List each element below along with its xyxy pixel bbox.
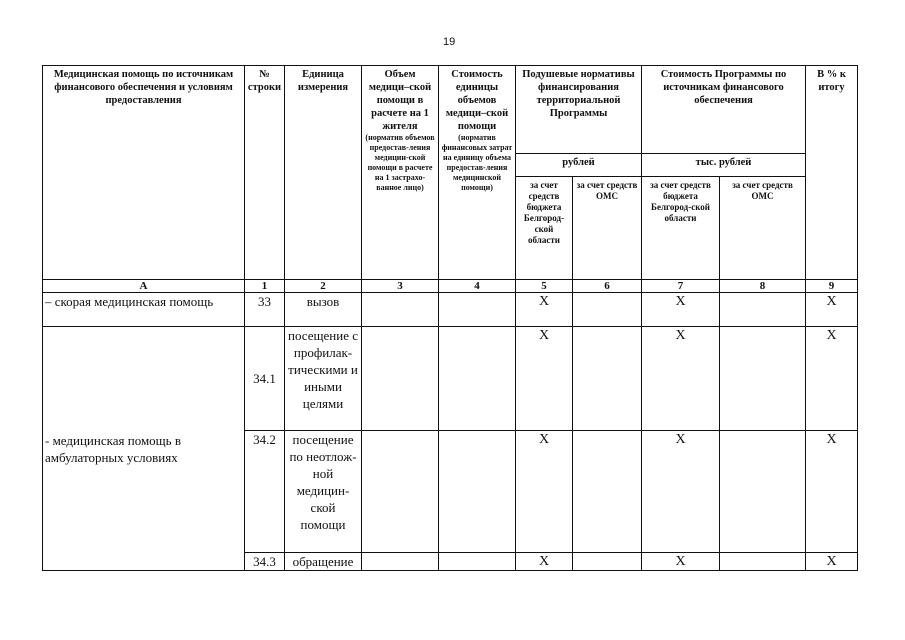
header-oms-2: за счет средств ОМС bbox=[720, 177, 806, 280]
col-number: 3 bbox=[362, 280, 439, 293]
cell-empty bbox=[439, 293, 516, 327]
cell-x: Х bbox=[806, 293, 858, 327]
cell-x: Х bbox=[806, 553, 858, 571]
header-program-cost: Стоимость Программы по источникам финансового обеспечения bbox=[642, 66, 806, 154]
cell-empty bbox=[362, 431, 439, 553]
col-number: 5 bbox=[516, 280, 573, 293]
cell-empty bbox=[720, 553, 806, 571]
row-unit: посещение по неотлож-ной медицин-ской помощи bbox=[285, 431, 362, 553]
cell-empty bbox=[439, 431, 516, 553]
row-number: 33 bbox=[245, 293, 285, 327]
cell-x: Х bbox=[516, 431, 573, 553]
cell-empty bbox=[439, 553, 516, 571]
cell-x: Х bbox=[642, 293, 720, 327]
cell-empty bbox=[362, 327, 439, 431]
cell-empty bbox=[573, 553, 642, 571]
row-unit: обращение bbox=[285, 553, 362, 571]
header-unit-cost bbox=[439, 66, 516, 280]
cell-x: Х bbox=[516, 553, 573, 571]
header-row-number: № строки bbox=[245, 66, 285, 280]
col-number: 1 bbox=[245, 280, 285, 293]
cell-empty bbox=[720, 431, 806, 553]
header-volume bbox=[362, 66, 439, 280]
table-row bbox=[43, 327, 858, 431]
cell-x: Х bbox=[516, 293, 573, 327]
row-unit: посещение с профилак-тическими и иными целями bbox=[285, 327, 362, 431]
header-budget-1: за счет средств бюджета Белгород-ской области bbox=[516, 177, 573, 280]
row-label: – скорая медицинская помощь bbox=[43, 293, 245, 327]
cell-x: Х bbox=[806, 327, 858, 431]
cell-empty bbox=[720, 293, 806, 327]
col-number: 2 bbox=[285, 280, 362, 293]
col-number: 6 bbox=[573, 280, 642, 293]
col-number: А bbox=[43, 280, 245, 293]
cell-empty bbox=[362, 553, 439, 571]
row-number: 34.2 bbox=[245, 431, 285, 553]
group-label: - медицинская помощь в амбулаторных условиях bbox=[43, 327, 245, 571]
header-percent: В % к итогу bbox=[806, 66, 858, 280]
cell-empty bbox=[573, 293, 642, 327]
header-unit: Единица измерения bbox=[285, 66, 362, 280]
header-care-type: Медицинская помощь по источникам финансового обеспечения и условиям предоставления bbox=[43, 66, 245, 280]
financing-table bbox=[42, 65, 858, 571]
cell-x: Х bbox=[642, 431, 720, 553]
col-number: 9 bbox=[806, 280, 858, 293]
table-row bbox=[43, 293, 858, 327]
cell-empty bbox=[573, 327, 642, 431]
column-numbers-row bbox=[43, 280, 858, 293]
col-number: 8 bbox=[720, 280, 806, 293]
cell-empty bbox=[573, 431, 642, 553]
header-unit-thousand-rub: тыс. рублей bbox=[642, 154, 806, 177]
header-oms-1: за счет средств ОМС bbox=[573, 177, 642, 280]
cell-empty bbox=[362, 293, 439, 327]
cell-x: Х bbox=[642, 553, 720, 571]
cell-x: Х bbox=[516, 327, 573, 431]
page-number: 19 bbox=[443, 36, 456, 48]
cell-empty bbox=[439, 327, 516, 431]
header-budget-2: за счет средств бюджета Белгород-ской области bbox=[642, 177, 720, 280]
cell-x: Х bbox=[642, 327, 720, 431]
row-number: 34.1 bbox=[245, 327, 285, 431]
header-unit-rub: рублей bbox=[516, 154, 642, 177]
row-unit: вызов bbox=[285, 293, 362, 327]
col-number: 4 bbox=[439, 280, 516, 293]
col-number: 7 bbox=[642, 280, 720, 293]
row-number: 34.3 bbox=[245, 553, 285, 571]
header-volume-sub: (норматив объемов предостав-ления медицин-ской помощи в расчете на 1 застрахо-ванное лицо) bbox=[365, 133, 435, 192]
header-volume-main: Объем медици–ской помощи в расчете на 1 жителя bbox=[368, 69, 432, 132]
header-unit-cost-sub: (норматив финансовых затрат на единицу объема предостав-ления медицинской помощи) bbox=[441, 133, 513, 192]
cell-x: Х bbox=[806, 431, 858, 553]
cell-empty bbox=[720, 327, 806, 431]
header-per-capita: Подушевые нормативы финансирования территориальной Программы bbox=[516, 66, 642, 154]
header-unit-cost-main: Стоимость единицы объемов медици–ской помощи bbox=[445, 69, 509, 132]
